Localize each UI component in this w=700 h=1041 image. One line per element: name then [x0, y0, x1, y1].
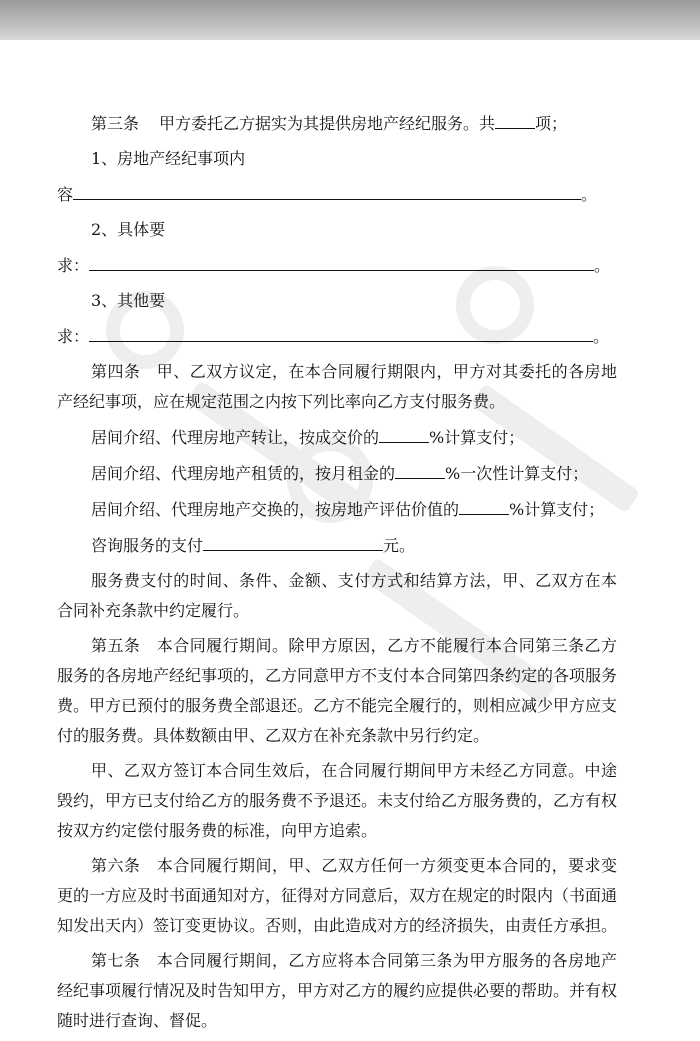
- art4-rate-exchange-end: %计算支付；: [509, 500, 605, 519]
- blank-item3-requirement[interactable]: [89, 321, 593, 342]
- art6-paragraph: 第六条 本合同履行期间，甲、乙双方任何一方须变更本合同的，要求变更的一方应及时书面通知对方，征得对方同意后，双方在规定的时限内（书面通知发出天内）签订变更协议。否则，由此造成对方的经济损失，由责任方承担。: [57, 856, 618, 935]
- art3-item3-prefix: 3、其他要: [91, 291, 166, 310]
- art5-paragraph-2: 甲、乙双方签订本合同生效后，在合同履行期间甲方未经乙方同意。中途毁约，甲方已支付给乙方的服务费不予退还。未支付给乙方服务费的，乙方有权按双方约定偿付服务费的标准，向甲方追索。: [57, 761, 618, 840]
- art3-line: [57, 108, 617, 139]
- art3-text: 甲方委托乙方据实为其提供房地产经纪服务。共: [159, 114, 496, 133]
- art3-item1-prefix: 1、房地产经纪事项内: [91, 149, 246, 168]
- art4-rate-exchange: [57, 494, 617, 525]
- art4-consulting-end: 元。: [383, 536, 416, 555]
- art7-paragraph: 第七条 本合同履行期间，乙方应将本合同第三条为甲方服务的各房地产经纪事项履行情况及时告知甲方，甲方对乙方的履约应提供必要的帮助。并有权随时进行查询、督促。: [57, 951, 618, 1030]
- art3-label: 第三条: [91, 114, 140, 133]
- art4-payment-terms: 服务费支付的时间、条件、金额、支付方式和结算方法，甲、乙双方在本合同补充条款中约定履行。: [57, 571, 617, 620]
- art3-item1-cont: 容: [57, 185, 74, 204]
- top-gray-band: [0, 0, 700, 40]
- blank-item1-content[interactable]: [73, 179, 581, 200]
- art4-rate-rent-end: %一次性计算支付；: [445, 464, 589, 483]
- blank-item-count[interactable]: [495, 108, 535, 129]
- art4-rate-exchange-text: 居间介绍、代理房地产交换的，按房地产评估价值的: [91, 500, 460, 519]
- art4-consulting-text: 咨询服务的支付: [91, 536, 204, 555]
- art4-rate-rent-text: 居间介绍、代理房地产租赁的，按月租金的: [91, 464, 396, 483]
- art4-paragraph: 第四条 甲、乙双方议定，在本合同履行期限内，甲方对其委托的各房地产经纪事项，应在规定范围之内按下列比率向乙方支付服务费。: [57, 362, 617, 411]
- art3-item3-cont: 求：: [57, 327, 90, 346]
- art4-rate-sale-end: %计算支付；: [429, 428, 525, 447]
- art4-rate-rent: [57, 458, 617, 489]
- art3-end: 项；: [535, 114, 568, 133]
- art4-consulting-fee: [57, 530, 617, 561]
- art3-item2-line: [57, 250, 617, 281]
- art3-item3-end: 。: [593, 327, 610, 346]
- blank-rent-percent[interactable]: [395, 458, 445, 479]
- art3-item2-end: 。: [594, 256, 611, 275]
- art3-item2-cont: 求：: [57, 256, 90, 275]
- art4-rate-sale: [57, 422, 617, 453]
- contract-document: [57, 108, 617, 1041]
- blank-exchange-percent[interactable]: [459, 494, 509, 515]
- art3-item2-prefix: 2、具体要: [91, 220, 166, 239]
- art3-item3-line: [57, 321, 617, 352]
- blank-sale-percent[interactable]: [379, 422, 429, 443]
- blank-consulting-amount[interactable]: [203, 530, 383, 551]
- art5-paragraph-1: 第五条 本合同履行期间。除甲方原因，乙方不能履行本合同第三条乙方服务的各房地产经纪事项的，乙方同意甲方不支付本合同第四条约定的各项服务费。甲方已预付的服务费全部退还。乙方不能完全履行的，则相应减少甲方应支付的服务费。具体数额由甲、乙双方在补充条款中另行约定。: [57, 636, 618, 745]
- blank-item2-requirement[interactable]: [89, 250, 594, 271]
- art3-item1-line: [57, 179, 617, 210]
- art3-item1-end: 。: [581, 185, 598, 204]
- art4-rate-sale-text: 居间介绍、代理房地产转让，按成交价的: [91, 428, 380, 447]
